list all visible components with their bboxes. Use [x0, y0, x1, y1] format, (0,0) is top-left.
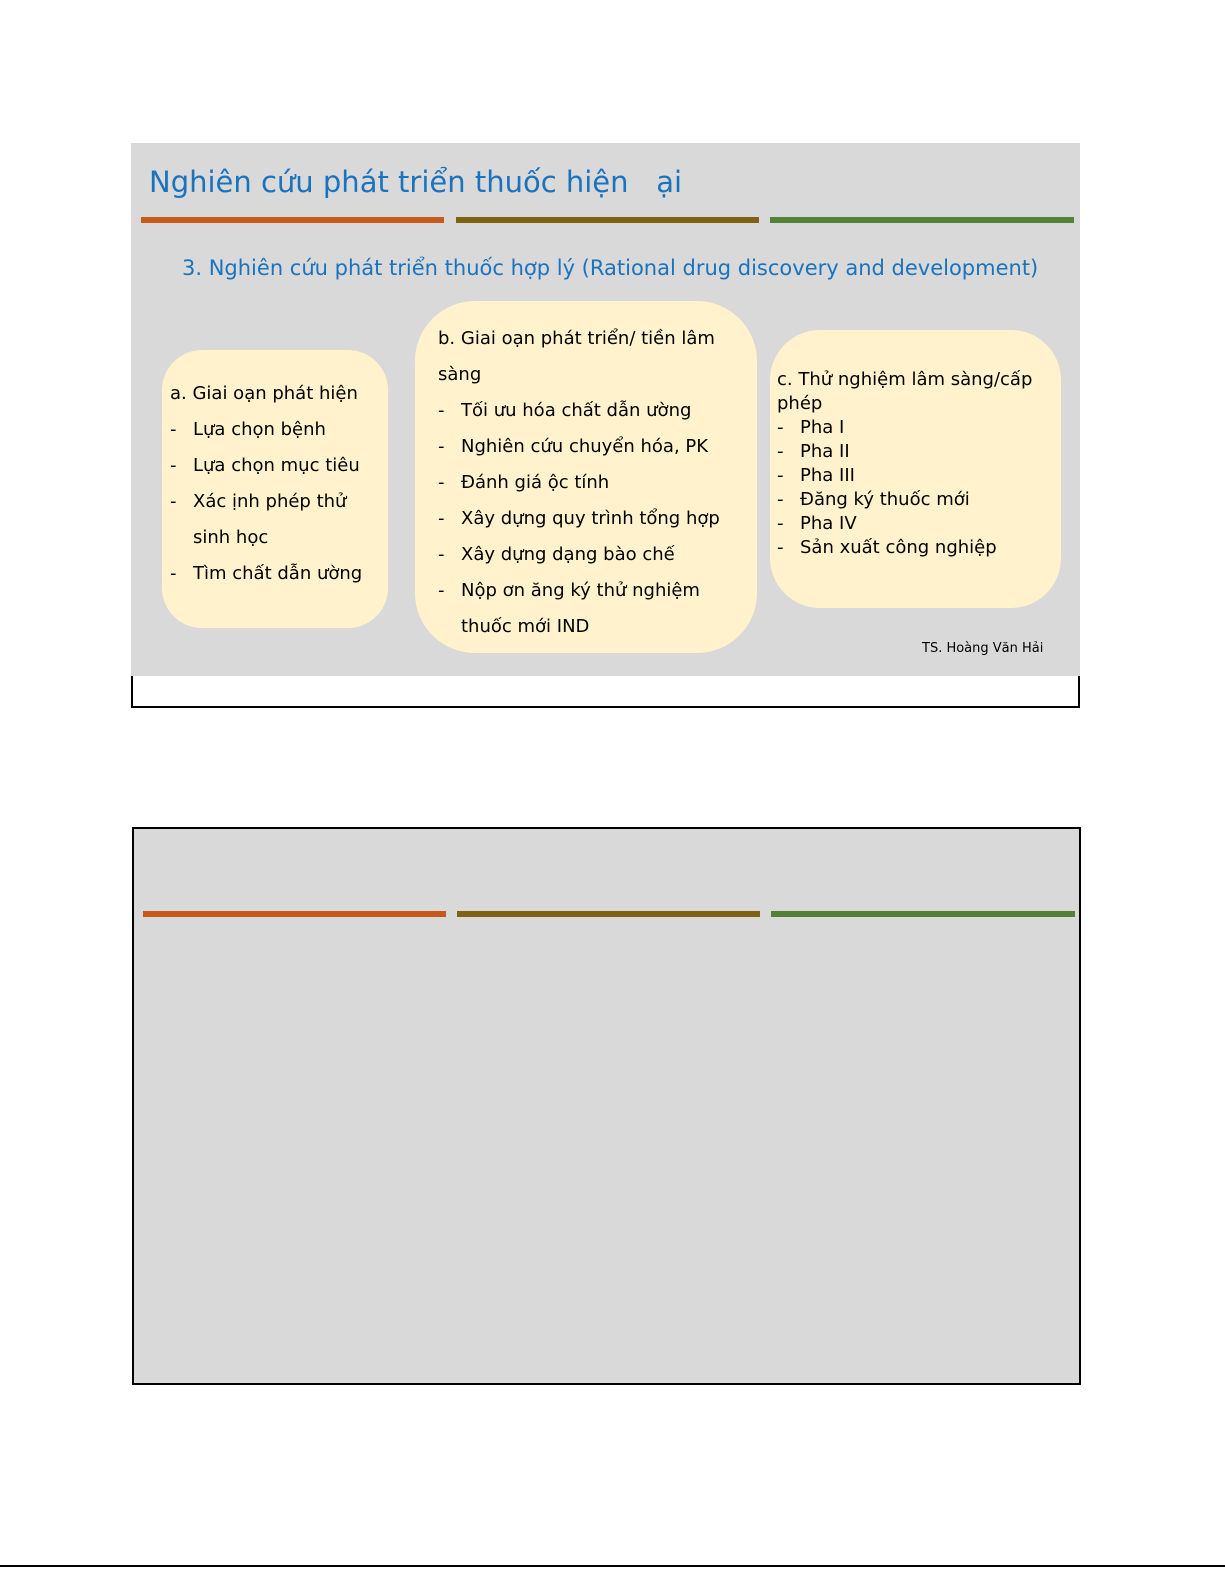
development-phase-box: [415, 301, 757, 653]
dash-bullet: -: [777, 489, 784, 510]
list-item-text: Tìm chất dẫn ường: [193, 563, 363, 584]
dash-bullet: -: [438, 400, 445, 421]
discovery-phase-box: [162, 350, 388, 628]
dash-bullet: -: [777, 537, 784, 558]
list-item: [170, 484, 373, 556]
list-item: [170, 412, 388, 448]
development-phase-heading: b. Giai oạn phát triển/ tiền lâm sàng: [438, 328, 715, 385]
list-item-text: Pha II: [800, 441, 850, 462]
list-item-text: Xác ịnh phép thử sinh học: [193, 491, 347, 548]
divider-bar-orange: [141, 217, 444, 223]
divider-bar-orange: [143, 911, 446, 917]
dash-bullet: -: [170, 419, 177, 440]
clinical-phase-list: [777, 416, 1061, 560]
divider-bar-brown: [457, 911, 760, 917]
divider-bar-green: [770, 217, 1074, 223]
list-item-text: Nghiên cứu chuyển hóa, PK: [461, 436, 709, 457]
dash-bullet: -: [777, 417, 784, 438]
list-item-text: Pha III: [800, 465, 855, 486]
dash-bullet: -: [438, 544, 445, 565]
slide-1: [131, 143, 1080, 676]
list-item: [777, 512, 1061, 536]
dash-bullet: -: [438, 580, 445, 601]
list-item: [777, 416, 1061, 440]
list-item: [438, 537, 757, 573]
dash-bullet: -: [170, 455, 177, 476]
dash-bullet: -: [438, 508, 445, 529]
slide-2: [132, 827, 1081, 1385]
list-item: [438, 429, 757, 465]
list-item: [438, 501, 757, 537]
list-item: [777, 440, 1061, 464]
dash-bullet: -: [170, 491, 177, 512]
development-phase-list: [438, 393, 757, 645]
dash-bullet: -: [438, 472, 445, 493]
list-item-text: Nộp ơn ăng ký thử nghiệm thuốc mới IND: [461, 580, 700, 637]
list-item: [170, 556, 388, 592]
list-item: [170, 448, 388, 484]
dash-bullet: -: [777, 465, 784, 486]
page-bottom-rule: [0, 1565, 1225, 1567]
dash-bullet: -: [777, 441, 784, 462]
list-item: [777, 488, 1061, 512]
list-item-text: Xây dựng quy trình tổng hợp: [461, 508, 720, 529]
dash-bullet: -: [777, 513, 784, 534]
dash-bullet: -: [170, 563, 177, 584]
list-item-text: Xây dựng dạng bào chế: [461, 544, 675, 565]
divider-bar-brown: [456, 217, 759, 223]
list-item-text: Lựa chọn bệnh: [193, 419, 326, 440]
list-item: [777, 536, 1061, 560]
list-item: [438, 393, 757, 429]
list-item: [438, 465, 757, 501]
list-item-text: Lựa chọn mục tiêu: [193, 455, 360, 476]
list-item-text: Pha I: [800, 417, 845, 438]
list-item-text: Đánh giá ộc tính: [461, 472, 610, 493]
slide-subtitle: 3. Nghiên cứu phát triển thuốc hợp lý (Rational drug discovery and development): [182, 256, 1039, 280]
list-item-text: Tối ưu hóa chất dẫn ường: [461, 400, 692, 421]
list-item: [777, 464, 1061, 488]
dash-bullet: -: [438, 436, 445, 457]
divider-bar-green: [771, 911, 1075, 917]
list-item-text: Đăng ký thuốc mới: [800, 489, 970, 510]
clinical-phase-heading: c. Thử nghiệm lâm sàng/cấp phép: [777, 369, 1033, 414]
discovery-phase-heading: a. Giai oạn phát hiện: [170, 383, 358, 404]
list-item-text: Sản xuất công nghiệp: [800, 537, 997, 558]
discovery-phase-list: [170, 412, 388, 592]
author-credit: TS. Hoàng Văn Hải: [922, 641, 1044, 656]
slide-title: Nghiên cứu phát triển thuốc hiện ại: [149, 165, 683, 199]
list-item-text: Pha IV: [800, 513, 857, 534]
clinical-phase-box: [770, 330, 1061, 608]
list-item: [438, 573, 726, 645]
